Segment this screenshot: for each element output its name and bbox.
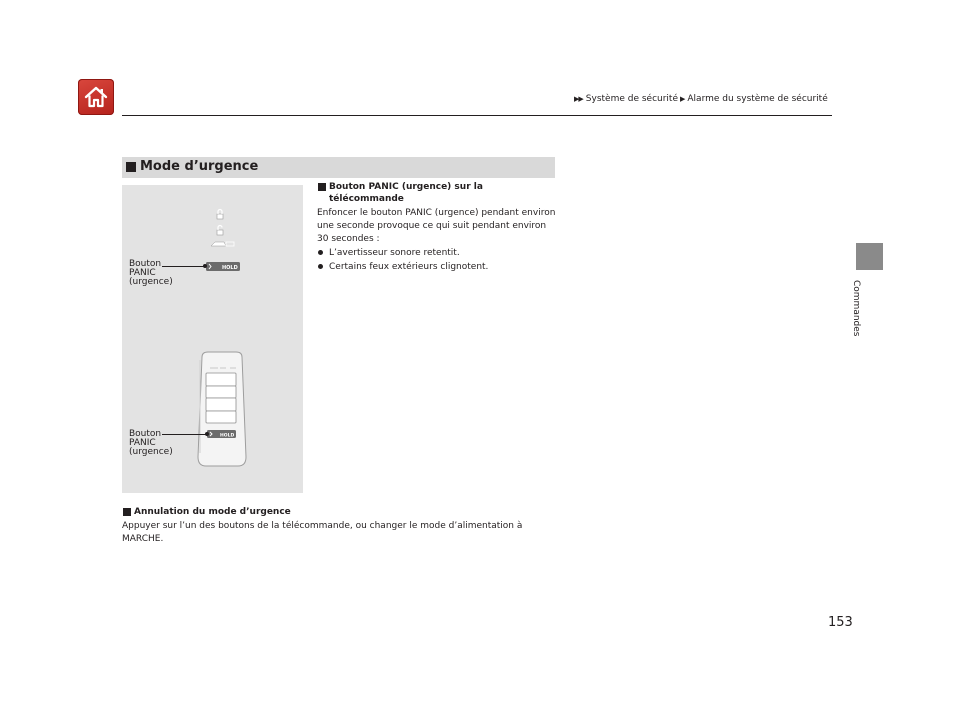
breadcrumb-link-security[interactable]: Système de sécurité: [585, 94, 678, 104]
bullet-icon: [318, 264, 323, 269]
breadcrumb-arrow-icon: ▶: [680, 95, 686, 103]
callout-panic-top: Bouton PANIC (urgence): [129, 259, 173, 287]
panic-heading: Bouton PANIC (urgence) sur la télécommande: [317, 181, 557, 205]
cancel-heading: Annulation du mode d’urgence: [122, 506, 562, 518]
callout-line-bottom: [162, 434, 208, 435]
heading-marker-icon: [318, 183, 326, 191]
chapter-tab-label: Commandes: [851, 280, 861, 337]
unlock-icon: [217, 226, 223, 236]
panic-bullet-1: L’avertisseur sonore retentit.: [317, 246, 557, 260]
panic-body: Enfoncer le bouton PANIC (urgence) pendant environ une seconde provoque ce qui suit pendant environ 30 secondes :: [317, 208, 556, 244]
panic-icon: [207, 430, 236, 439]
remote-transmitter: [198, 352, 246, 466]
callout-panic-bottom: Bouton PANIC (urgence): [129, 429, 173, 457]
section-marker-icon: [126, 162, 136, 172]
callout-dot-top: [203, 264, 207, 268]
trunk-icon: [211, 242, 234, 246]
panic-hold-label-bottom: HOLD: [220, 433, 235, 439]
page-number: 153: [828, 615, 853, 630]
section-header: [122, 157, 555, 178]
section-title: Mode d’urgence: [140, 159, 259, 174]
breadcrumb-current[interactable]: Alarme du système de sécurité: [687, 94, 828, 104]
panic-icon: [206, 262, 240, 271]
bullet-icon: [318, 250, 323, 255]
home-glyph: [83, 84, 109, 110]
lock-icon: [217, 210, 223, 220]
cancel-panic-description: [122, 506, 562, 546]
home-icon[interactable]: [78, 79, 114, 115]
breadcrumb-arrow-icon: ▶▶: [574, 95, 583, 103]
panic-hold-label: HOLD: [222, 265, 238, 271]
panic-bullet-2: Certains feux extérieurs clignotent.: [317, 260, 557, 274]
cancel-body: Appuyer sur l’un des boutons de la télécommande, ou changer le mode d’alimentation à MARCHE.: [122, 521, 523, 544]
chapter-tab[interactable]: [856, 243, 883, 270]
callout-dot-bottom: [205, 432, 209, 436]
callout-line-top: [162, 266, 206, 267]
breadcrumb: [574, 94, 828, 104]
panic-button-description: [317, 181, 557, 274]
heading-marker-icon: [123, 508, 131, 516]
header-divider: [122, 115, 832, 116]
